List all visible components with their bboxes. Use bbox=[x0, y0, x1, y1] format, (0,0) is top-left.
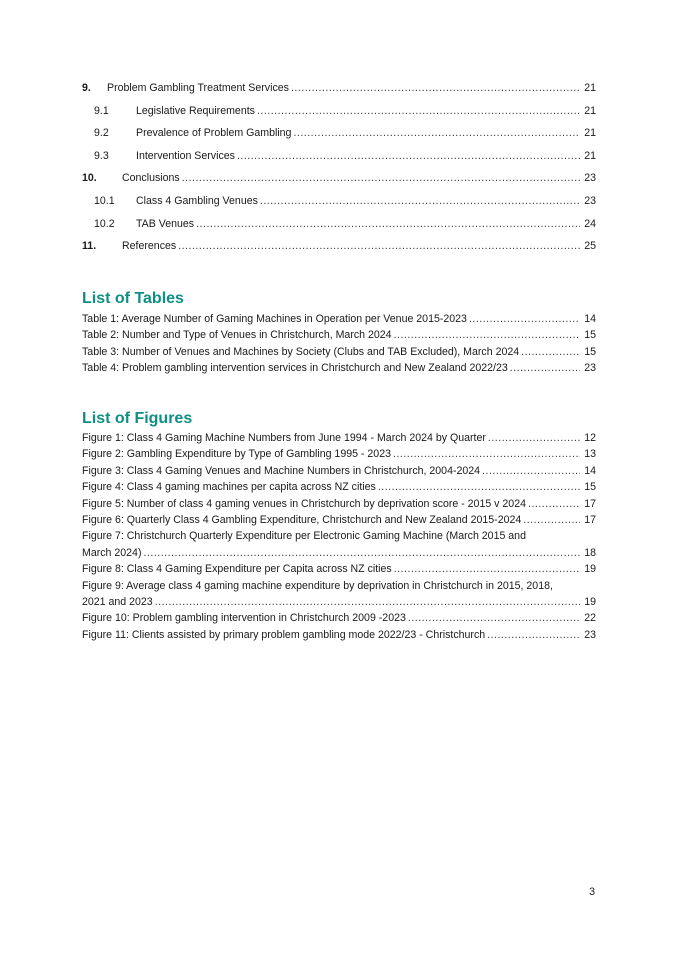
figure-entry-2[interactable] bbox=[82, 448, 596, 464]
entry-title: Figure 3: Class 4 Gaming Venues and Machine Numbers in Christchurch, 2004-2024 bbox=[82, 464, 481, 477]
toc-title: Class 4 Gambling Venues bbox=[136, 194, 258, 207]
dot-leader bbox=[393, 448, 580, 460]
toc-number: 9.3 bbox=[94, 149, 109, 162]
toc-entry-section-9[interactable] bbox=[82, 82, 596, 105]
figure-entry-9[interactable] bbox=[82, 580, 596, 613]
table-entry-2[interactable] bbox=[82, 329, 596, 345]
toc-page: 21 bbox=[584, 149, 596, 162]
entry-page: 15 bbox=[584, 345, 596, 358]
entry-title: Table 4: Problem gambling intervention services in Christchurch and New Zealand 2022/23 bbox=[82, 362, 508, 375]
entry-continuation bbox=[82, 547, 596, 563]
dot-leader bbox=[482, 465, 580, 477]
list-of-figures bbox=[82, 432, 596, 645]
entry-title: Figure 5: Number of class 4 gaming venues in Christchurch by deprivation score - 2015 v 2024 bbox=[82, 497, 526, 510]
toc-page: 21 bbox=[584, 82, 596, 94]
entry-page: 14 bbox=[584, 464, 596, 477]
figure-entry-8[interactable] bbox=[82, 563, 596, 579]
entry-title-continued: 2021 and 2023 bbox=[82, 595, 153, 608]
dot-leader bbox=[237, 150, 580, 162]
toc-number: 11. bbox=[82, 240, 97, 253]
toc-title: Intervention Services bbox=[136, 149, 235, 162]
toc-entry-section-9-2[interactable] bbox=[82, 127, 596, 150]
dot-leader bbox=[510, 362, 580, 374]
entry-title: Figure 11: Clients assisted by primary problem gambling mode 2022/23 - Christchurch bbox=[82, 628, 486, 641]
entry-title: Figure 10: Problem gambling intervention in Christchurch 2009 -2023 bbox=[82, 612, 406, 625]
dot-leader bbox=[293, 127, 580, 139]
entry-title: Figure 2: Gambling Expenditure by Type of Gambling 1995 - 2023 bbox=[82, 448, 391, 461]
figure-entry-4[interactable] bbox=[82, 481, 596, 497]
toc-page: 23 bbox=[584, 194, 596, 207]
figure-entry-6[interactable] bbox=[82, 514, 596, 530]
figure-entry-10[interactable] bbox=[82, 612, 596, 628]
dot-leader bbox=[182, 172, 580, 184]
toc-number: 10. bbox=[82, 172, 97, 185]
toc-page: 21 bbox=[584, 104, 596, 117]
toc-entry-section-9-1[interactable] bbox=[82, 105, 596, 128]
toc-number: 9.1 bbox=[94, 104, 109, 117]
entry-title-continued: March 2024) bbox=[82, 546, 142, 559]
entry-page: 23 bbox=[584, 362, 596, 375]
entry-continuation bbox=[82, 596, 596, 612]
figure-entry-5[interactable] bbox=[82, 498, 596, 514]
entry-page: 15 bbox=[584, 481, 596, 494]
list-of-tables bbox=[82, 313, 596, 379]
entry-page: 17 bbox=[584, 497, 596, 510]
entry-page: 18 bbox=[584, 546, 596, 559]
toc-entry-section-10[interactable] bbox=[82, 172, 596, 195]
entry-title: Figure 1: Class 4 Gaming Machine Numbers from June 1994 - March 2024 by Quarter bbox=[82, 432, 486, 444]
toc-entry-section-9-3[interactable] bbox=[82, 150, 596, 173]
toc-title: Legislative Requirements bbox=[136, 104, 255, 117]
toc-page: 25 bbox=[584, 240, 596, 253]
dot-leader bbox=[257, 105, 580, 117]
entry-page: 15 bbox=[584, 329, 596, 342]
toc-entry-section-10-2[interactable] bbox=[82, 218, 596, 241]
entry-page: 13 bbox=[584, 448, 596, 461]
dot-leader bbox=[178, 240, 580, 252]
figure-entry-11[interactable] bbox=[82, 629, 596, 645]
dot-leader bbox=[394, 563, 580, 575]
entry-page: 14 bbox=[584, 313, 596, 325]
toc-title: TAB Venues bbox=[136, 217, 195, 230]
entry-title: Figure 8: Class 4 Gaming Expenditure per Capita across NZ cities bbox=[82, 563, 392, 576]
table-entry-3[interactable] bbox=[82, 346, 596, 362]
page-number: 3 bbox=[589, 886, 595, 898]
entry-title: Figure 9: Average class 4 gaming machine expenditure by deprivation in Christchurch in 2015, 2018, bbox=[82, 579, 553, 592]
entry-page: 19 bbox=[584, 595, 596, 608]
dot-leader bbox=[488, 432, 580, 444]
dot-leader bbox=[260, 195, 580, 207]
dot-leader bbox=[487, 629, 580, 641]
entry-title: Figure 7: Christchurch Quarterly Expenditure per Electronic Gaming Machine (March 2015 and bbox=[82, 530, 526, 543]
toc-number: 9. bbox=[82, 82, 91, 94]
dot-leader bbox=[155, 596, 580, 608]
figure-entry-7[interactable] bbox=[82, 530, 596, 563]
toc-number: 9.2 bbox=[94, 127, 109, 140]
toc-entry-section-10-1[interactable] bbox=[82, 195, 596, 218]
toc-number: 10.1 bbox=[94, 194, 115, 207]
entry-page: 22 bbox=[584, 612, 596, 625]
toc-entry-section-11[interactable] bbox=[82, 240, 596, 263]
entry-page: 17 bbox=[584, 513, 596, 526]
toc-page: 21 bbox=[584, 127, 596, 140]
dot-leader bbox=[521, 346, 580, 358]
table-entry-4[interactable] bbox=[82, 362, 596, 378]
toc-title: Prevalence of Problem Gambling bbox=[136, 127, 292, 140]
entry-title: Figure 6: Quarterly Class 4 Gambling Expenditure, Christchurch and New Zealand 2015-2024 bbox=[82, 513, 522, 526]
dot-leader bbox=[469, 313, 580, 325]
entry-page: 23 bbox=[584, 628, 596, 641]
dot-leader bbox=[523, 514, 580, 526]
dot-leader bbox=[196, 218, 580, 230]
dot-leader bbox=[394, 329, 580, 341]
entry-title: Table 1: Average Number of Gaming Machines in Operation per Venue 2015-2023 bbox=[82, 313, 467, 325]
toc-page: 23 bbox=[584, 172, 596, 185]
toc-title: Conclusions bbox=[122, 172, 180, 185]
entry-title: Table 3: Number of Venues and Machines by Society (Clubs and TAB Excluded), March 2024 bbox=[82, 345, 520, 358]
toc-page: 24 bbox=[584, 217, 596, 230]
dot-leader bbox=[408, 612, 580, 624]
entry-title: Table 2: Number and Type of Venues in Christchurch, March 2024 bbox=[82, 329, 392, 342]
figure-entry-3[interactable] bbox=[82, 465, 596, 481]
dot-leader bbox=[528, 498, 580, 510]
entry-page: 19 bbox=[584, 563, 596, 576]
dot-leader bbox=[291, 82, 580, 94]
table-entry-1[interactable] bbox=[82, 313, 596, 329]
dot-leader bbox=[378, 481, 580, 493]
entry-page: 12 bbox=[584, 432, 596, 444]
list-of-figures-heading: List of Figures bbox=[82, 410, 193, 427]
toc-title: References bbox=[122, 240, 177, 253]
entry-title: Figure 4: Class 4 gaming machines per capita across NZ cities bbox=[82, 481, 376, 494]
table-of-contents bbox=[82, 82, 596, 263]
figure-entry-1[interactable] bbox=[82, 432, 596, 448]
toc-title: Problem Gambling Treatment Services bbox=[107, 82, 289, 94]
toc-number: 10.2 bbox=[94, 217, 115, 230]
list-of-tables-heading: List of Tables bbox=[82, 290, 184, 307]
dot-leader bbox=[143, 547, 580, 559]
